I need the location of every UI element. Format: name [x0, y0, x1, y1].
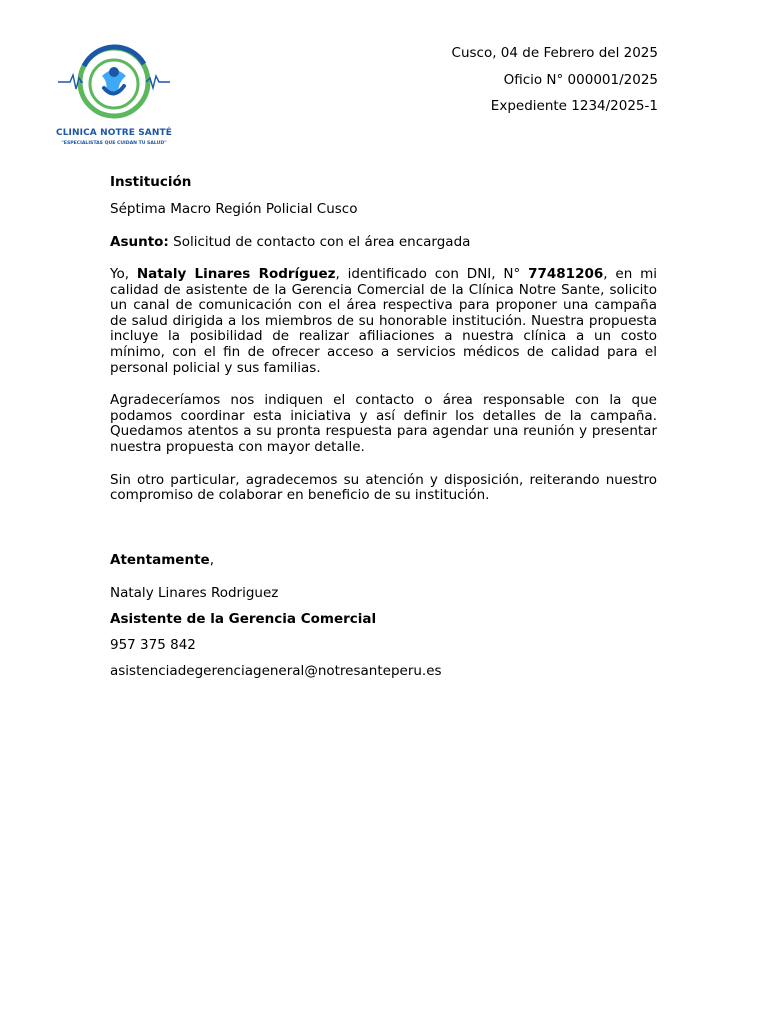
clinic-logo-name: CLINICA NOTRE SANTÉ — [56, 128, 172, 138]
letter-header-info — [452, 40, 658, 120]
paragraph-closing: Sin otro particular, agradecemos su atención y disposición, reiterando nuestro compromiso de colaborar en beneficio de su institución. — [110, 471, 657, 504]
clinic-logo — [52, 42, 176, 152]
recipient-name: Séptima Macro Región Policial Cusco — [110, 201, 358, 217]
letter-body — [110, 172, 657, 681]
clinic-logo-emblem-icon — [58, 42, 170, 126]
subject-label: Asunto: — [110, 234, 169, 250]
sender-name-bold: Nataly Linares Rodríguez — [136, 266, 336, 282]
paragraph-request: Agradeceríamos nos indiquen el contacto o área responsable con la que podamos coordinar esta iniciativa y así definir los detalles de la campaña. Quedamos atentos a su pronta respuesta para agendar una reunión y presentar nuestra propuesta con mayor detalle. — [110, 392, 657, 455]
expediente-number: Expediente 1234/2025-1 — [490, 98, 658, 114]
closing-word: Atentamente — [110, 551, 210, 568]
paragraph-text: , en mi calidad de asistente de la Gerencia Comercial de la Clínica Notre Sante, solicito un canal de comunicación con el área respectiva para proponer una campaña de salud dirigida a los miembros de su honorable institución. Nuestra propuesta incluye la posibilidad de realizar afiliaciones a nuestra clínica a un costo mínimo, con el fin de ofrecer acceso a servicios médicos de calidad para el personal policial y sus familias. — [110, 266, 658, 376]
signer-phone: 957 375 842 — [110, 636, 196, 653]
signer-name: Nataly Linares Rodriguez — [110, 584, 279, 601]
paragraph-text: Yo, — [110, 266, 137, 282]
subject-line — [110, 232, 657, 252]
subject-text: Solicitud de contacto con el área encargada — [168, 234, 471, 250]
oficio-number: Oficio N° 000001/2025 — [503, 71, 658, 88]
closing-punctuation: , — [209, 551, 214, 568]
signer-email: asistenciadegerenciageneral@notresanteperu.es — [110, 662, 442, 679]
paragraph-text: , identificado con DNI, N° — [335, 266, 529, 282]
paragraph-introduction — [110, 267, 657, 376]
signer-title: Asistente de la Gerencia Comercial — [110, 610, 377, 627]
letter-date: Cusco, 04 de Febrero del 2025 — [451, 45, 658, 61]
dni-number: 77481206 — [528, 266, 604, 282]
clinic-logo-tagline: "ESPECIALISTAS QUE CUIDAN TU SALUD" — [61, 141, 167, 146]
recipient-label: Institución — [110, 174, 192, 190]
closing-line — [110, 550, 657, 570]
